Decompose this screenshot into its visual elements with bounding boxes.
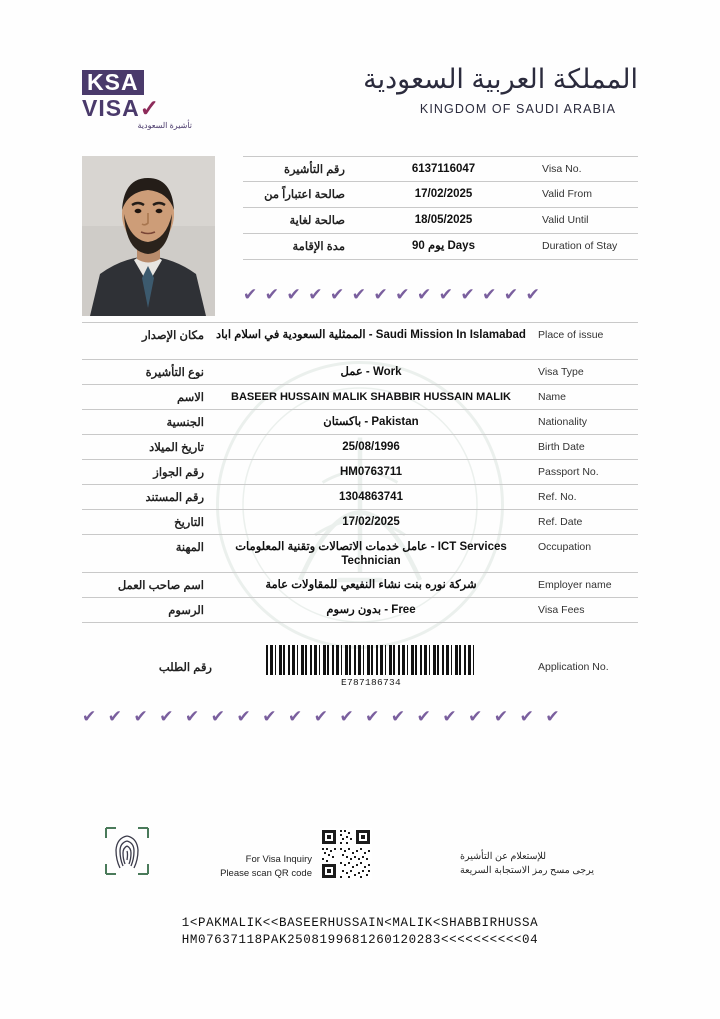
field-value: باكستان - Pakistan — [323, 416, 419, 428]
field-value: عمل - Work — [340, 366, 402, 378]
field-value: 25/08/1996 — [342, 441, 400, 453]
applicant-photo — [82, 156, 215, 316]
chevron-divider-bottom: ✔✔✔✔✔✔✔✔✔✔✔✔✔✔✔✔✔✔✔ — [82, 707, 572, 726]
table-row — [82, 535, 638, 573]
visa-details-table — [82, 322, 638, 623]
field-label-arabic: صالحة لغاية — [289, 215, 345, 227]
field-label-arabic: رقم التأشيرة — [283, 164, 345, 176]
field-label-arabic: المهنة — [175, 542, 204, 554]
kingdom-title-arabic: المملكة العربية السعودية — [363, 64, 638, 94]
field-label-arabic: تاريخ الميلاد — [149, 442, 204, 454]
field-label-english: Valid Until — [542, 214, 589, 226]
barcode-image — [266, 645, 476, 675]
field-label-arabic: التاريخ — [174, 517, 204, 529]
table-row — [82, 485, 638, 510]
inquiry-en-line1: For Visa Inquiry — [245, 854, 312, 865]
logo-line-arabic: تأشيرة السعودية — [137, 121, 192, 130]
inquiry-ar-line1: للإستعلام عن التأشيرة — [460, 851, 547, 862]
visa-inquiry-text-arabic — [460, 850, 630, 878]
field-label-arabic: الجنسية — [166, 417, 204, 429]
field-label-english: Birth Date — [538, 441, 585, 453]
field-value: 6137116047 — [411, 163, 476, 175]
field-label-english: Duration of Stay — [542, 240, 618, 252]
field-label-english: Occupation — [538, 541, 592, 553]
field-value: عامل خدمات الاتصالات وتقنية المعلومات - ICT Services Technician — [235, 541, 507, 567]
table-row — [243, 208, 638, 234]
field-value: شركة نوره بنت نشاء النفيعي للمقاولات عامة — [265, 579, 477, 591]
table-row — [82, 460, 638, 485]
inquiry-en-line2: Please scan QR code — [220, 868, 312, 879]
field-label-arabic: رقم الجواز — [153, 467, 204, 479]
qr-code[interactable] — [320, 828, 372, 880]
kingdom-title-english: KINGDOM OF SAUDI ARABIA — [419, 102, 617, 116]
application-number-row — [82, 645, 638, 688]
field-value: BASEER HUSSAIN MALIK SHABBIR HUSSAIN MALIK — [231, 391, 511, 403]
field-label-english: Name — [538, 391, 567, 403]
field-value: 18/05/2025 — [414, 214, 473, 226]
field-label-arabic: اسم صاحب العمل — [117, 580, 204, 592]
field-label-english: Ref. Date — [538, 516, 583, 528]
logo-line-ksa: KSA — [82, 70, 144, 95]
table-row — [82, 385, 638, 410]
field-label-english: Visa No. — [542, 163, 582, 175]
field-label-english: Employer name — [538, 579, 612, 591]
field-label-arabic: الرسوم — [168, 605, 204, 617]
field-value: 1304863741 — [339, 491, 403, 503]
table-row — [82, 322, 638, 360]
field-label-arabic: الاسم — [176, 392, 204, 404]
table-row — [82, 435, 638, 460]
field-label-arabic: مدة الإقامة — [292, 241, 345, 253]
field-label-english: Valid From — [542, 188, 592, 200]
barcode-container — [212, 645, 530, 688]
field-label-arabic: رقم المستند — [145, 492, 204, 504]
table-row — [243, 234, 638, 260]
field-label-english: Visa Fees — [538, 604, 585, 616]
table-row — [82, 598, 638, 623]
table-row — [243, 156, 638, 182]
machine-readable-zone — [0, 915, 720, 949]
inquiry-ar-line2: يرجى مسح رمز الاستجابة السريعة — [460, 865, 595, 876]
mrz-line-2: HM07637118PAK2508199681260120283<<<<<<<<<<04 — [181, 933, 539, 947]
table-row — [82, 360, 638, 385]
field-value: بدون رسوم - Free — [326, 604, 416, 616]
table-row — [243, 182, 638, 208]
kingdom-title — [363, 62, 638, 116]
field-label-english: Visa Type — [538, 366, 584, 378]
field-label-arabic: صالحة اعتباراً من — [264, 189, 345, 201]
field-label-english: Ref. No. — [538, 491, 577, 503]
field-label-english: Nationality — [538, 416, 588, 428]
visa-inquiry-text-english — [202, 853, 312, 881]
field-label-arabic: نوع التأشيرة — [145, 367, 204, 379]
field-value: HM0763711 — [339, 466, 403, 478]
field-label-arabic: مكان الإصدار — [142, 330, 204, 342]
field-value: الممثلية السعودية في اسلام اباد - Saudi Mission In Islamabad — [216, 329, 526, 341]
field-label-english: Passport No. — [538, 466, 599, 478]
logo-line-visa: VISA✓ — [82, 95, 160, 121]
mrz-line-1: 1<PAKMALIK<<BASEERHUSSAIN<MALIK<SHABBIRHUSSA — [181, 916, 539, 930]
application-label-english: Application No. — [538, 660, 609, 673]
fingerprint-icon — [104, 826, 150, 876]
barcode-number: E787186734 — [340, 677, 401, 688]
chevron-divider-top: ✔✔✔✔✔✔✔✔✔✔✔✔✔✔ — [243, 285, 548, 304]
application-label-arabic: رقم الطلب — [158, 661, 212, 674]
document-header — [0, 58, 720, 144]
document-footer — [82, 826, 638, 888]
table-row — [82, 510, 638, 535]
check-icon: ✓ — [139, 95, 160, 121]
ksa-visa-logo — [82, 70, 192, 130]
field-value: 17/02/2025 — [414, 188, 473, 200]
field-value: 17/02/2025 — [342, 516, 400, 528]
table-row — [82, 573, 638, 598]
field-label-english: Place of issue — [538, 329, 604, 341]
field-value: 90 يوم Days — [412, 240, 475, 252]
visa-summary-table — [243, 156, 638, 260]
table-row — [82, 410, 638, 435]
